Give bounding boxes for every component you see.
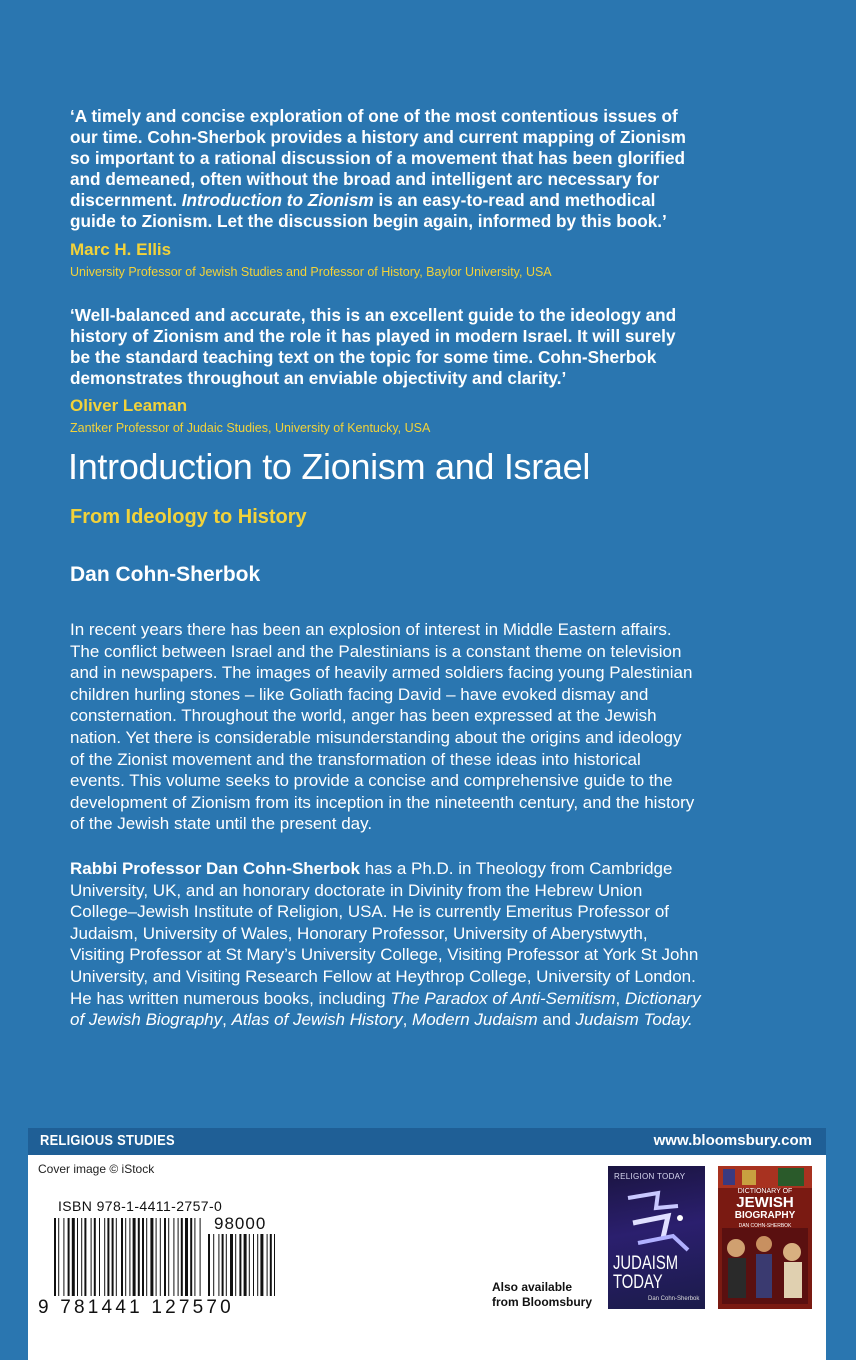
barcode-bar — [178, 1218, 179, 1296]
book-series-label: RELIGION TODAY — [614, 1172, 686, 1181]
barcode-bar — [81, 1218, 82, 1296]
barcode-bar — [58, 1218, 59, 1296]
also-available-note — [492, 1280, 592, 1310]
barcode-bar — [173, 1218, 174, 1296]
barcode-bar — [112, 1218, 114, 1296]
related-book-judaism-today[interactable] — [608, 1166, 705, 1309]
barcode-bar — [63, 1218, 64, 1296]
book-cover-title-line: JUDAISM — [613, 1253, 679, 1274]
bio-line: Judaism, University of Wales, Honorary Professor, University of Aberystwyth, — [70, 923, 648, 943]
bio-line: University, and Visiting Research Fellow at Heythrop College, University of London. — [70, 966, 696, 986]
bio-book-title: of Jewish Biography — [70, 1010, 223, 1030]
quote-line: ‘Well-balanced and accurate, this is an excellent guide to the ideology and — [70, 305, 677, 325]
bio-line: University, UK, and an honorary doctorate in Divinity from the Hebrew Union — [70, 880, 643, 900]
description-line: and in newspapers. The images of heavily armed soldiers facing young Palestinian — [70, 663, 693, 683]
quote-text: discernment. — [70, 190, 182, 210]
barcode-bar — [156, 1218, 157, 1296]
barcode-bar — [129, 1218, 130, 1296]
description-line: events. This volume seeks to provide a concise and comprehensive guide to the — [70, 771, 673, 791]
description-line: In recent years there has been an explosion of interest in Middle Eastern affairs. — [70, 620, 672, 639]
description-line: of the Jewish state until the present day. — [70, 814, 373, 834]
quote-ellis — [70, 106, 790, 232]
barcode-bar — [181, 1218, 183, 1296]
price-barcode-bar — [239, 1234, 241, 1296]
bio-line — [70, 1009, 790, 1031]
hebrew-letters-art-icon — [618, 1188, 698, 1258]
quote-leaman — [70, 305, 790, 389]
barcode-bar — [121, 1218, 123, 1296]
description-line: consternation. Throughout the world, anger has been expressed at the Jewish — [70, 706, 657, 726]
description-line: The conflict between Israel and the Palestinians is a constant theme on television — [70, 641, 682, 661]
price-barcode-bar — [222, 1234, 224, 1296]
bio-text: , — [615, 988, 625, 1008]
barcode-bar — [84, 1218, 86, 1296]
book-subtitle: From Ideology to History — [70, 506, 307, 528]
bio-line — [70, 858, 790, 880]
bio-book-title: The Paradox of Anti-Semitism — [390, 988, 616, 1008]
bio-name: Rabbi Professor Dan Cohn-Sherbok — [70, 859, 360, 878]
price-barcode-bar — [267, 1234, 268, 1296]
quote-line: ‘A timely and concise exploration of one of the most contentious issues of — [70, 106, 678, 126]
price-barcode-bar — [218, 1234, 219, 1296]
barcode-bar — [200, 1218, 201, 1296]
barcode-bar — [190, 1218, 192, 1296]
barcode-number: 9 781441 127570 — [38, 1297, 234, 1318]
quote-line: our time. Cohn-Sherbok provides a history and current mapping of Zionism — [70, 127, 686, 147]
bio-text: , — [222, 1010, 232, 1030]
price-barcode-bar — [274, 1234, 275, 1296]
price-barcode-bar — [208, 1234, 210, 1296]
barcode-bar — [194, 1218, 195, 1296]
quote-book-title: Introduction to Zionism — [181, 190, 374, 210]
description-line: development of Zionism from its inception in the nineteenth century, and the history — [70, 792, 695, 812]
author-bio — [70, 858, 790, 1031]
quote-text: is an easy-to-read and methodical — [373, 190, 656, 210]
barcode-bar — [116, 1218, 117, 1296]
barcode-bar — [185, 1218, 188, 1296]
book-cover-author: DAN COHN-SHERBOK — [738, 1223, 792, 1229]
book-title: Introduction to Zionism and Israel — [68, 446, 591, 487]
barcode-bar — [133, 1218, 136, 1296]
barcode-bar — [99, 1218, 100, 1296]
publisher-website[interactable]: www.bloomsbury.com — [653, 1132, 812, 1149]
also-available-line: Also available — [492, 1280, 573, 1294]
book-author: Dan Cohn-Sherbok — [70, 563, 261, 586]
bio-text: He has written numerous books, including — [70, 988, 391, 1008]
barcode-bar — [160, 1218, 161, 1296]
barcode-bar — [142, 1218, 144, 1296]
cover-credit: Cover image © iStock — [38, 1162, 155, 1176]
bio-book-title: Judaism Today. — [575, 1010, 693, 1030]
barcode-bar — [91, 1218, 92, 1296]
book-cover-title — [718, 1188, 812, 1229]
book-cover-title-line: TODAY — [613, 1272, 663, 1293]
bio-book-title: Atlas of Jewish History — [231, 1010, 403, 1030]
barcode-bar — [125, 1218, 126, 1296]
book-cover-title — [613, 1254, 678, 1292]
barcode-bar — [146, 1218, 147, 1296]
price-barcode-bar — [249, 1234, 250, 1296]
barcode-bar — [104, 1218, 105, 1296]
quote-line: guide to Zionism. Let the discussion begin again, informed by this book.’ — [70, 211, 667, 231]
barcode-bar — [72, 1218, 75, 1296]
description-line: children hurling stones – like Goliath facing David – have evoked dismay and — [70, 684, 649, 704]
bio-line — [70, 988, 790, 1010]
quote-line: and demeaned, often without the broad and intelligent arc necessary for — [70, 169, 660, 189]
quote-line: demonstrates throughout an enviable objectivity and clarity.’ — [70, 368, 567, 388]
bio-line: College–Jewish Institute of Religion, USA. He is currently Emeritus Professor of — [70, 902, 670, 922]
barcode-bar — [168, 1218, 169, 1296]
description-line: of the Zionist movement and the transformation of these ideas into historical — [70, 749, 641, 769]
price-barcode-bar — [260, 1234, 263, 1296]
isbn-label: ISBN 978-1-4411-2757-0 — [58, 1198, 223, 1214]
price-barcode-bar — [226, 1234, 227, 1296]
quote-line: history of Zionism and the role it has played in modern Israel. It will surely — [70, 326, 676, 346]
book-description — [70, 619, 790, 835]
book-cover-title-line: DICTIONARY OF — [737, 1188, 793, 1195]
price-barcode-bar — [257, 1234, 258, 1296]
barcode-bar — [138, 1218, 140, 1296]
barcode-bar — [54, 1218, 56, 1296]
barcode-bar — [107, 1218, 109, 1296]
quote-attribution-name: Marc H. Ellis — [70, 240, 172, 259]
price-barcode-bar — [244, 1234, 247, 1296]
related-book-dictionary-jewish-biography[interactable] — [718, 1166, 812, 1309]
quote-attribution-name: Oliver Leaman — [70, 396, 188, 415]
price-barcode-bar — [213, 1234, 214, 1296]
also-available-line: from Bloomsbury — [492, 1295, 593, 1309]
bio-line: Visiting Professor at St Mary’s University College, Visiting Professor at York St John — [70, 945, 699, 965]
bio-text: , — [402, 1010, 413, 1030]
bio-book-title: Dictionary — [624, 988, 701, 1008]
bio-book-title: Modern Judaism — [412, 1010, 538, 1030]
quote-line — [70, 190, 790, 211]
barcode-bar — [77, 1218, 78, 1296]
price-code: 98000 — [214, 1214, 267, 1233]
quote-attribution-affiliation: University Professor of Jewish Studies and Professor of History, Baylor University, USA — [70, 265, 552, 279]
price-barcode-bar — [230, 1234, 233, 1296]
bio-text: has a Ph.D. in Theology from Cambridge — [359, 859, 673, 878]
barcode-bar — [164, 1218, 166, 1296]
barcode-bar — [68, 1218, 70, 1296]
barcode-bar — [94, 1218, 96, 1296]
quote-attribution-affiliation: Zantker Professor of Judaic Studies, University of Kentucky, USA — [70, 421, 431, 435]
barcode-bar — [150, 1218, 153, 1296]
book-cover-title-line: JEWISH — [736, 1194, 794, 1211]
category-label: RELIGIOUS STUDIES — [40, 1132, 175, 1149]
quote-line: be the standard teaching text on the topic for some time. Cohn-Sherbok — [70, 347, 657, 367]
book-cover-title-line: BIOGRAPHY — [734, 1210, 796, 1221]
description-line: nation. Yet there is considerable misunderstanding about the origins and ideology — [70, 727, 682, 747]
quote-line: so important to a rational discussion of a movement that has been glorified — [70, 148, 686, 168]
price-barcode-bar — [270, 1234, 272, 1296]
price-barcode-bar — [235, 1234, 236, 1296]
book-cover-author: Dan Cohn-Sherbok — [648, 1296, 700, 1302]
price-barcode-bar — [253, 1234, 254, 1296]
bio-text: and — [537, 1010, 576, 1030]
